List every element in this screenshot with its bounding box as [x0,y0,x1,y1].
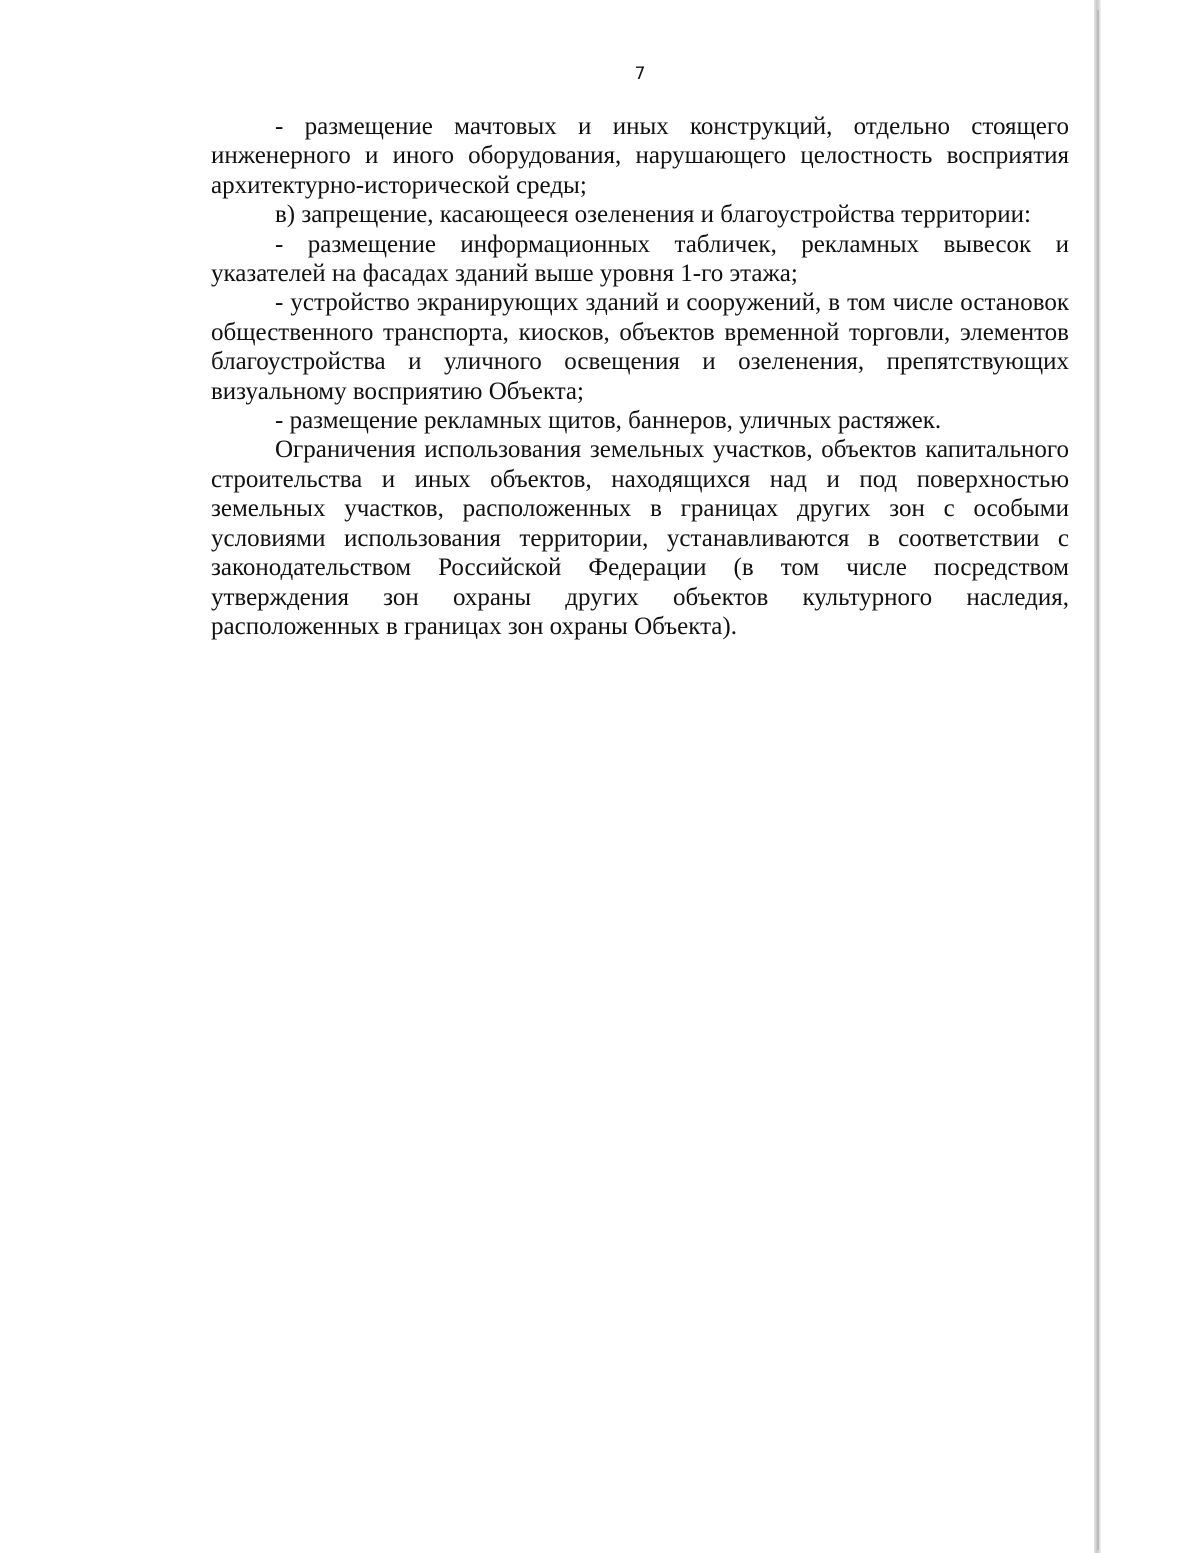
paragraph-screening-structures: - устройство экранирующих зданий и сооружений, в том числе остановок общественного транспорта, киосков, объектов временной торговли, элементов благоустройства и уличного освещения и озеленения, препятствующих визуальному восприятию Объекта; [211,289,1069,405]
paragraph-mast-structures: - размещение мачтовых и иных конструкций, отдельно стоящего инженерного и иного оборудования, нарушающего целостность восприятия архитектурно-исторической среды; [211,113,1069,199]
paragraph-landscaping-prohibition: в) запрещение, касающееся озеленения и благоустройства территории: [275,201,1031,229]
paragraph-land-use-restrictions: Ограничения использования земельных участков, объектов капитального строительства и иных объектов, находящихся над и под поверхностью земельных участков, расположенных в границах других зон с особыми условиями использования территории, устанавливаются в соответствии с законодательством Российской Федерации (в том числе посредством утверждения зон охраны других объектов культурного наследия, расположенных в границах зон охраны Объекта). [211,436,1069,640]
page-number: 7 [634,64,646,84]
paragraph-billboards: - размещение рекламных щитов, баннеров, уличных растяжек. [275,407,942,435]
scan-edge-line [1097,10,1099,1550]
document-body [211,112,1069,641]
paragraph-signage: - размещение информационных табличек, рекламных вывесок и указателей на фасадах зданий выше уровня 1-го этажа; [211,230,1069,288]
